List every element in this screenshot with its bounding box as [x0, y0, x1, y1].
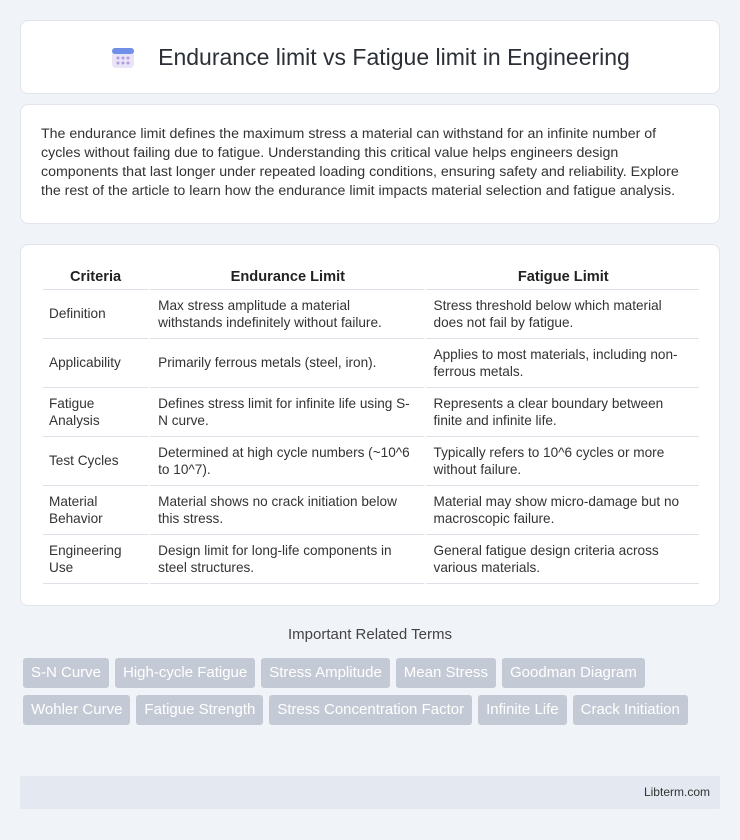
table-row	[43, 339, 699, 388]
table-cell: Engineering Use	[43, 535, 148, 584]
comparison-table	[43, 265, 699, 584]
table-header-row	[43, 265, 699, 290]
page-title: Endurance limit vs Fatigue limit in Engineering	[158, 43, 630, 70]
table-row	[43, 535, 699, 584]
table-cell: Determined at high cycle numbers (~10^6 to 10^7).	[148, 437, 423, 486]
title-card	[20, 20, 720, 94]
table-cell: Defines stress limit for infinite life using S-N curve.	[148, 388, 423, 437]
term-tag[interactable]: Mean Stress	[396, 658, 496, 688]
footer	[20, 776, 720, 809]
table-cell: Test Cycles	[43, 437, 148, 486]
calendar-icon	[110, 44, 136, 70]
table-cell: Max stress amplitude a material withstands indefinitely without failure.	[148, 290, 423, 339]
intro-text: The endurance limit defines the maximum stress a material can withstand for an infinite number of cycles without failing due to fatigue. Understanding this critical value helps engineers design components that last longer under repeated loading conditions, ensuring safety and reliability. Explore the rest of the article to learn how the endurance limit impacts material selection and fatigue analysis.	[41, 126, 679, 199]
table-cell: Fatigue Analysis	[43, 388, 148, 437]
related-terms-list	[23, 658, 723, 732]
table-cell: General fatigue design criteria across various materials.	[424, 535, 699, 584]
table-row	[43, 486, 699, 535]
term-tag[interactable]: Fatigue Strength	[136, 695, 263, 725]
table-cell: Material shows no crack initiation below this stress.	[148, 486, 423, 535]
table-cell: Represents a clear boundary between finite and infinite life.	[424, 388, 699, 437]
term-tag[interactable]: Crack Initiation	[573, 695, 688, 725]
table-cell: Applies to most materials, including non-ferrous metals.	[424, 339, 699, 388]
table-row	[43, 290, 699, 339]
column-header: Criteria	[43, 265, 148, 290]
term-tag[interactable]: Goodman Diagram	[502, 658, 645, 688]
term-tag[interactable]: Infinite Life	[478, 695, 567, 725]
intro-card	[20, 104, 720, 224]
table-cell: Design limit for long-life components in steel structures.	[148, 535, 423, 584]
footer-link[interactable]: Libterm.com	[643, 785, 710, 799]
term-tag[interactable]: Wohler Curve	[23, 695, 130, 725]
table-cell: Material Behavior	[43, 486, 148, 535]
table-cell: Definition	[43, 290, 148, 339]
term-tag[interactable]: S-N Curve	[23, 658, 109, 688]
column-header: Endurance Limit	[148, 265, 423, 290]
term-tag[interactable]: Stress Amplitude	[261, 658, 390, 688]
related-terms-title: Important Related Terms	[288, 626, 452, 643]
table-cell: Typically refers to 10^6 cycles or more without failure.	[424, 437, 699, 486]
column-header: Fatigue Limit	[424, 265, 699, 290]
table-cell: Material may show micro-damage but no macroscopic failure.	[424, 486, 699, 535]
table-row	[43, 388, 699, 437]
comparison-card	[20, 244, 720, 606]
table-row	[43, 437, 699, 486]
table-cell: Stress threshold below which material does not fail by fatigue.	[424, 290, 699, 339]
term-tag[interactable]: High-cycle Fatigue	[115, 658, 255, 688]
table-cell: Primarily ferrous metals (steel, iron).	[148, 339, 423, 388]
term-tag[interactable]: Stress Concentration Factor	[269, 695, 472, 725]
table-cell: Applicability	[43, 339, 148, 388]
